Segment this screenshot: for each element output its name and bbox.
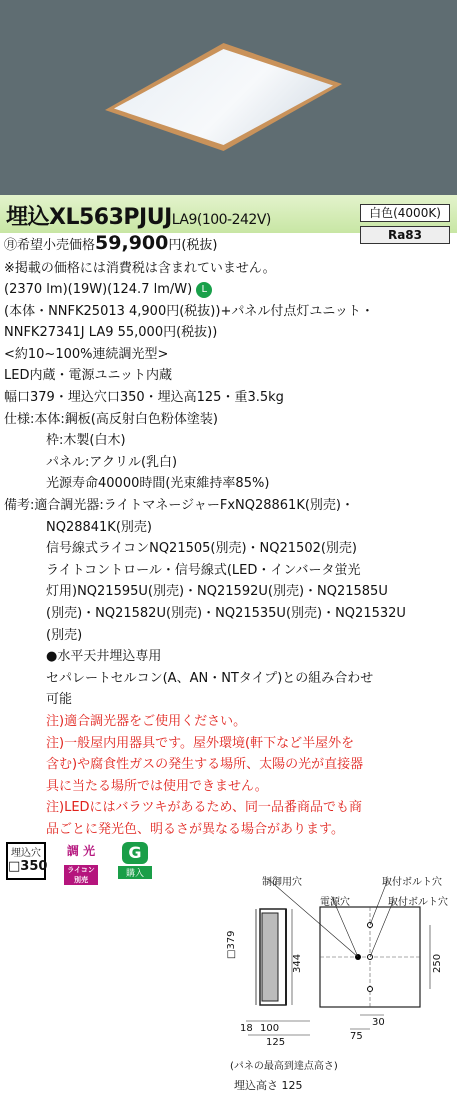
size-line: 幅口379・埋込穴口350・埋込高125・重3.5kg xyxy=(4,390,284,405)
warn-line6: 品ごとに発光色、明るさが異なる場合があります。 xyxy=(46,822,344,837)
green-purchase-badge: G 購入 xyxy=(118,842,152,880)
dim-30: 30 xyxy=(372,1017,385,1028)
spec-line3: パネル:アクリル(乳白) xyxy=(46,455,178,470)
spec-line4: 光源寿命40000時間(光束維持率85%) xyxy=(46,476,270,491)
spec-line1: 仕様:本体:鋼板(高反射白色粉体塗装) xyxy=(4,412,218,427)
note-line8: ●水平天井埋込専用 xyxy=(46,649,162,664)
dim-18: 18 xyxy=(240,1023,253,1034)
note-line2: NQ28841K(別売) xyxy=(46,520,152,535)
label-bolt-hole-1: 取付ボルト穴 xyxy=(382,877,442,888)
dimming-line: <約10~100%連続調光型> xyxy=(4,347,169,362)
dim-75: 75 xyxy=(350,1031,363,1042)
ra-box: Ra83 xyxy=(360,226,450,244)
hole-size-badge: 埋込穴 □350 xyxy=(6,842,46,880)
dim-250: 250 xyxy=(432,953,443,973)
dim-344: 344 xyxy=(292,953,303,973)
warn-line4: 具に当たる場所では使用できません。 xyxy=(46,779,268,794)
spec-line2: 枠:木製(白木) xyxy=(46,433,126,448)
note-line7: (別売) xyxy=(46,628,83,643)
dimension-diagram xyxy=(220,873,457,1098)
warn-line2: 注)一般屋内用器具です。屋外環境(軒下など半屋外を xyxy=(46,736,355,751)
note-line6: (別売)・NQ21582U(別売)・NQ21535U(別売)・NQ21532U xyxy=(46,606,406,621)
dim-100: 100 xyxy=(260,1023,280,1034)
label-power-hole: 電源穴 xyxy=(320,897,350,908)
label-bolt-hole-2: 取付ボルト穴 xyxy=(388,897,448,908)
dim-379: □379 xyxy=(226,930,237,959)
acrylic-panel xyxy=(114,49,333,145)
builtin-line: LED内蔵・電源ユニット内蔵 xyxy=(4,368,172,383)
body-line1: (本体・NNFK25013 4,900円(税抜))+パネル付点灯ユニット・ xyxy=(4,304,374,319)
warn-line5: 注)LEDにはバラツキがあるため、同一品番商品でも商 xyxy=(46,800,363,815)
label-control-hole: 制御用穴 xyxy=(262,877,302,888)
price-line: ㊊希望小売価格59,900円(税抜) xyxy=(4,232,218,254)
note-line3: 信号線式ライコンNQ21505(別売)・NQ21502(別売) xyxy=(46,541,358,556)
note-line10: 可能 xyxy=(46,692,73,707)
product-photo xyxy=(0,0,457,195)
panel-height-note: (パネの最高到達点高さ) xyxy=(230,1061,338,1072)
body-line2: NNFK27341J LA9 55,000円(税抜)) xyxy=(4,325,218,340)
warn-line3: 含む)や腐食性ガスの発生する場所、太陽の光が直接器 xyxy=(46,757,364,772)
lead-icon: L xyxy=(196,282,212,298)
note-line4: ライトコントロール・信号線式(LED・インバータ蛍光 xyxy=(46,563,361,578)
embed-height-note: 埋込高さ 125 xyxy=(234,1079,303,1092)
color-temp-box: 白色(4000K) xyxy=(360,204,450,222)
lumen-line: (2370 lm)(19W)(124.7 lm/W) L xyxy=(4,280,212,299)
dimming-badge: 調 光 ライコン別売 xyxy=(64,842,98,880)
warn-line1: 注)適合調光器をご使用ください。 xyxy=(46,714,247,729)
model-number: 埋込XL563PJUJLA9(100-242V) xyxy=(6,205,271,230)
note-line9: セパレートセルコン(A、AN・NTタイプ)との組み合わせ xyxy=(46,671,374,686)
tax-note: ※掲載の価格には消費税は含まれていません。 xyxy=(4,261,276,276)
note-line1: 備考:適合調光器:ライトマネージャーFxNQ28861K(別売)・ xyxy=(4,498,355,513)
dim-125: 125 xyxy=(266,1037,286,1048)
note-line5: 灯用)NQ21595U(別売)・NQ21592U(別売)・NQ21585U xyxy=(46,584,388,599)
